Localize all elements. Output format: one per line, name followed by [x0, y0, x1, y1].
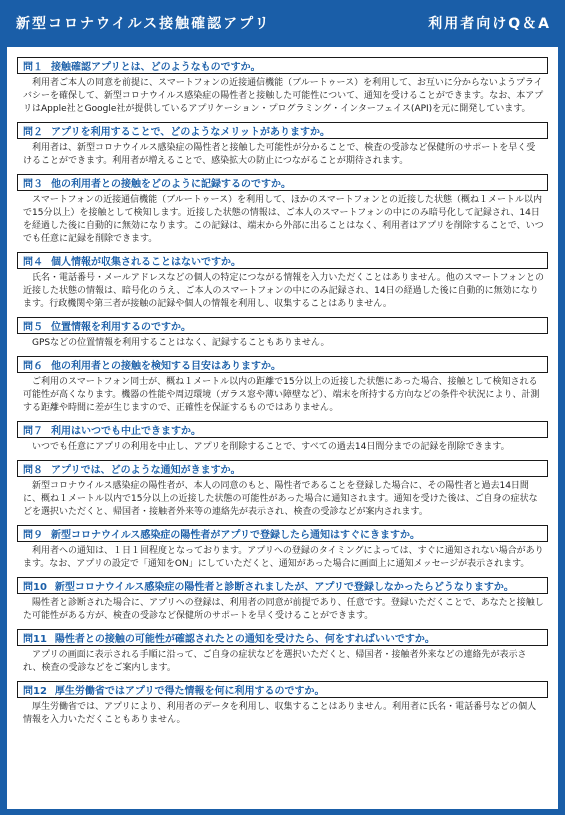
question-box: [17, 577, 548, 594]
question-number: 問２: [23, 127, 43, 138]
question-number: 問４: [23, 257, 43, 268]
question-number: 問３: [23, 179, 43, 190]
question-text: アプリでは、どのような通知がきますか。: [51, 465, 241, 476]
answer-text: 陽性者と診断された場合に、アプリへの登録は、利用者の同意が前提であり、任意です。登録いただくことで、あなたと接触した可能性がある方が、検査の受診など保健所のサポートを早く受けることができます。: [23, 598, 544, 621]
question-box: [17, 57, 548, 74]
qa-item: [17, 629, 548, 675]
qa-item: [17, 525, 548, 571]
question-text: 位置情報を利用するのですか。: [51, 322, 191, 333]
question-box: [17, 421, 548, 438]
question-number: 問11: [23, 634, 47, 645]
question-text: 厚生労働省ではアプリで得た情報を何に利用するのですか。: [54, 686, 325, 697]
qa-panel: [7, 47, 558, 809]
answer-text: ご利用のスマートフォン同士が、概ね１メートル以内の距離で15分以上の近接した状態にあった場合、接触として検知される可能性が高くなります。機器の性能や周辺環境（ガラス窓や薄い障壁など）、端末を所持する方向などの条件や状況により、計測する距離や時間に差が生じますので、正確性を保証するものではありません。: [23, 377, 540, 413]
qa-item: [17, 174, 548, 246]
qa-item: [17, 122, 548, 168]
question-box: [17, 629, 548, 646]
answer-text: 利用者への通知は、１日１回程度となっております。アプリへの登録のタイミングによっては、すぐに通知されない場合があります。なお、アプリの設定で「通知をON」にしていただくと、通知があった場合に画面上に通知メッセージが表示されます。: [23, 546, 544, 569]
question-number: 問１: [23, 62, 43, 73]
question-text: 他の利用者との接触をどのように記録するのですか。: [51, 179, 291, 190]
qa-item: [17, 317, 548, 350]
question-number: 問12: [23, 686, 47, 697]
question-box: [17, 174, 548, 191]
answer-text: アプリの画面に表示される手順に沿って、ご自身の症状などを選択いただくと、帰国者・接触者外来などの連絡先が表示され、検査の受診などをご案内します。: [23, 650, 527, 673]
question-box: [17, 460, 548, 477]
question-box: [17, 317, 548, 334]
qa-item: [17, 356, 548, 415]
question-text: 他の利用者との接触を検知する目安はありますか。: [51, 361, 281, 372]
qa-item: [17, 460, 548, 519]
qa-item: [17, 421, 548, 454]
question-text: 利用はいつでも中止できますか。: [51, 426, 201, 437]
answer-text: 利用者は、新型コロナウイルス感染症の陽性者と接触した可能性が分かることで、検査の受診など保健所のサポートを早く受けることができます。利用者が増えることで、感染拡大の防止につながることが期待されます。: [23, 143, 536, 166]
question-text: 新型コロナウイルス感染症の陽性者と診断されましたが、アプリで登録しなかったらどうなりますか。: [54, 582, 514, 593]
answer-text: 利用者ご本人の同意を前提に、スマートフォンの近接通信機能（ブルートゥース）を利用して、お互いに分からないようプライバシーを確保して、新型コロナウイルス感染症の陽性者と接触した可能性について、通知を受けることができます。なお、本アプリはApple社とGoogle社が提供しているアプリケーション・プログラミング・インターフェイス(API)を元に開発しています。: [23, 78, 544, 114]
page-title: 新型コロナウイルス接触確認アプリ: [16, 16, 271, 32]
answer-text: いつでも任意にアプリの利用を中止し、アプリを削除することで、すべての過去14日間分までの記録を削除できます。: [32, 442, 510, 452]
question-box: [17, 122, 548, 139]
question-number: 問６: [23, 361, 43, 372]
header: [0, 0, 565, 46]
answer-text: 厚生労働省では、アプリにより、利用者のデータを利用し、収集することはありません。利用者に氏名・電話番号などの個人情報を入力いただくこともありません。: [23, 702, 537, 725]
question-text: 個人情報が収集されることはないですか。: [51, 257, 241, 268]
question-text: 接触確認アプリとは、どのようなものですか。: [51, 62, 261, 73]
question-box: [17, 356, 548, 373]
question-number: 問７: [23, 426, 43, 437]
page-subtitle: 利用者向けQ＆A: [428, 16, 551, 32]
answer-text: スマートフォンの近接通信機能（ブルートゥース）を利用して、ほかのスマートフォンとの近接した状態（概ね１メートル以内で15分以上）を接触として検知します。近接した状態の情報は、ご本人のスマートフォンの中にのみ暗号化して記録され、14日を経過した後に自動的に無効になります。この記録は、端末から外部に出ることはなく、利用者はアプリを削除することで、いつでも任意に記録を削除できます。: [23, 195, 544, 244]
question-text: 陽性者との接触の可能性が確認されたとの通知を受けたら、何をすればいいですか。: [54, 634, 435, 645]
qa-item: [17, 681, 548, 727]
question-text: 新型コロナウイルス感染症の陽性者がアプリで登録したら通知はすぐにきますか。: [51, 530, 420, 541]
qa-item: [17, 57, 548, 116]
question-number: 問10: [23, 582, 47, 593]
answer-text: 氏名・電話番号・メールアドレスなどの個人の特定につながる情報を入力いただくことはありません。他のスマートフォンとの近接した状態の情報は、暗号化のうえ、ご本人のスマートフォンの中にのみ記録され、14日の経過した後に自動的に無効になります。行政機関や第三者が接触の記録や個人の情報を利用し、収集することはありません。: [23, 273, 545, 309]
answer-text: 新型コロナウイルス感染症の陽性者が、本人の同意のもと、陽性者であることを登録した場合に、その陽性者と過去14日間に、概ね１メートル以内で15分以上の近接した状態の可能性があった場合に通知されます。通知を受けた後は、ご自身の症状などを選択いただくと、帰国者・接触者外来等の連絡先が表示され、検査の受診などが案内されます。: [23, 481, 538, 517]
qa-item: [17, 252, 548, 311]
question-text: アプリを利用することで、どのようなメリットがありますか。: [51, 127, 330, 138]
question-number: 問５: [23, 322, 43, 333]
question-number: 問８: [23, 465, 43, 476]
question-box: [17, 681, 548, 698]
question-box: [17, 525, 548, 542]
qa-item: [17, 577, 548, 623]
question-number: 問９: [23, 530, 43, 541]
answer-text: GPSなどの位置情報を利用することはなく、記録することもありません。: [32, 338, 330, 348]
question-box: [17, 252, 548, 269]
